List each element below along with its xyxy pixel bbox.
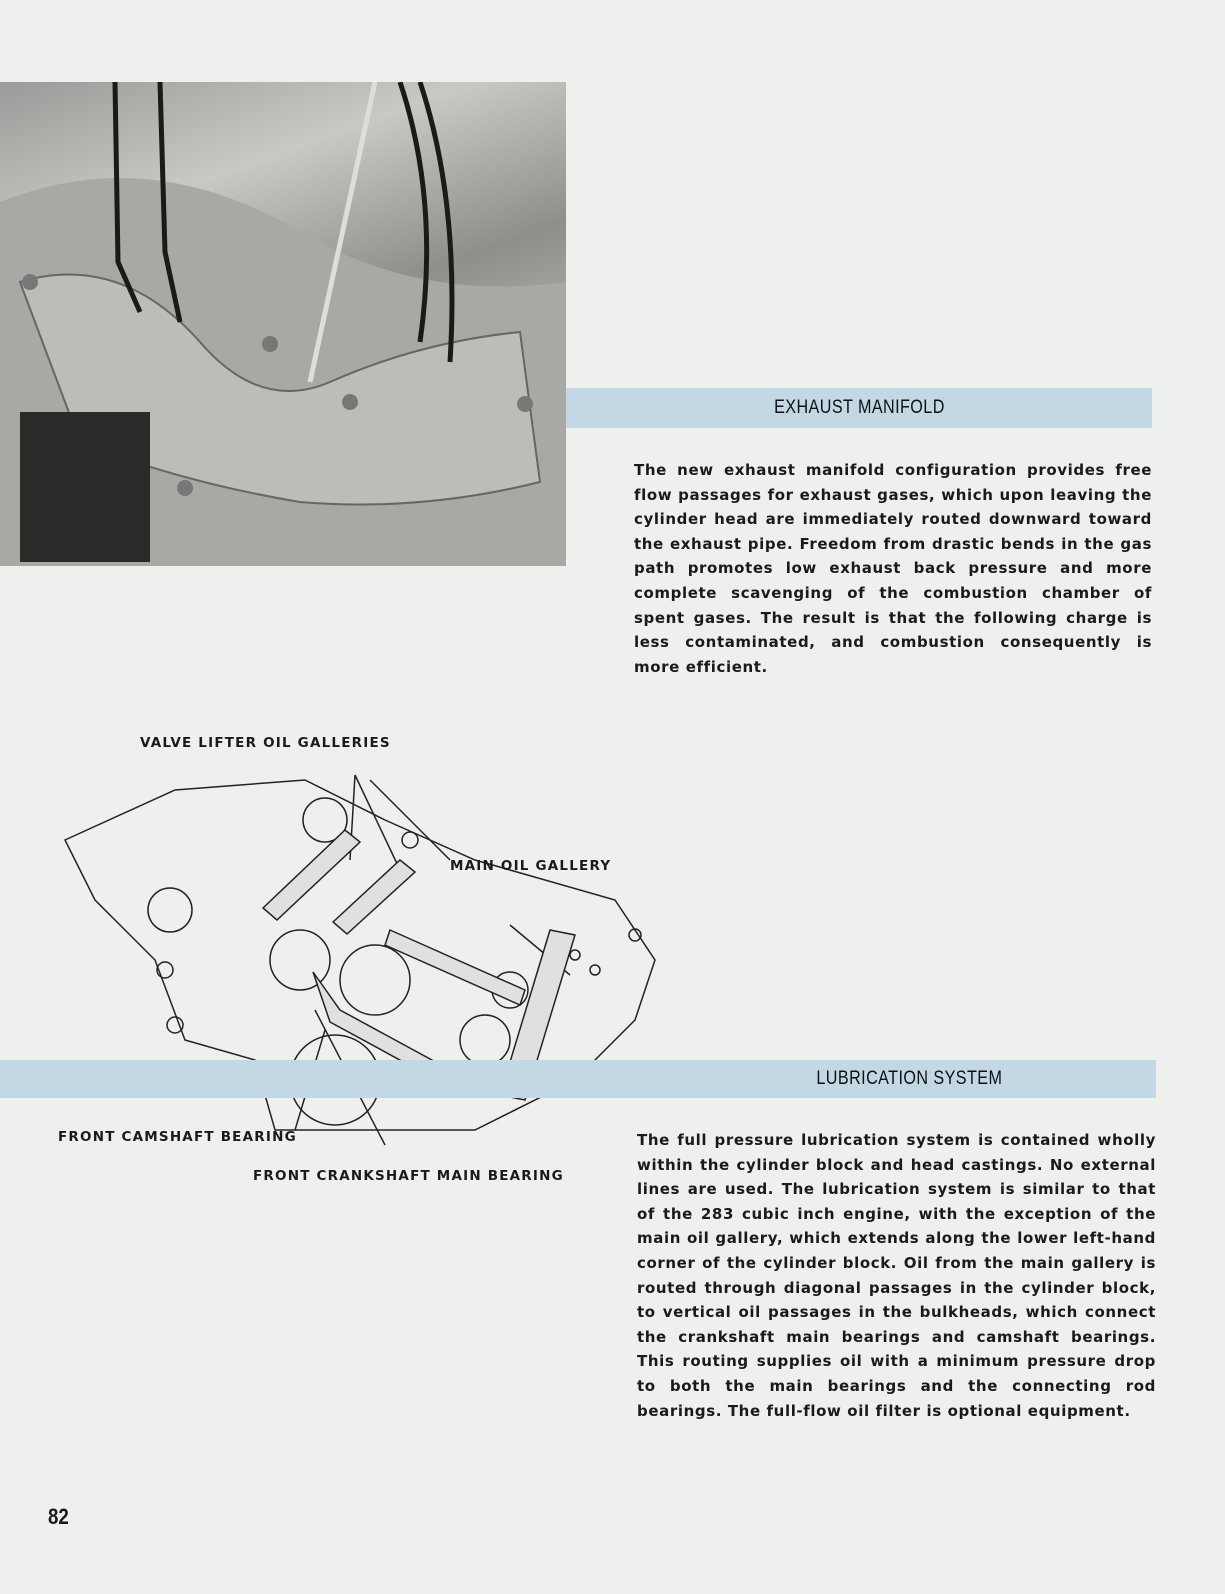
section-heading: EXHAUST MANIFOLD bbox=[773, 397, 945, 418]
front-camshaft-bearing-label: FRONT CAMSHAFT BEARING bbox=[58, 1129, 297, 1145]
lubrication-diagram bbox=[55, 760, 675, 1160]
exhaust-manifold-header bbox=[566, 388, 1152, 428]
exhaust-manifold-body: The new exhaust manifold configuration provides free flow passages for exhaust gases, which upon leaving the cylinder head are immediately routed downward toward the exhaust pipe. Freedom from drastic bends in the gas path promotes low exhaust back pressure and more complete scavenging of the combustion chamber of spent gases. The result is that the following charge is less contaminated, and combustion consequently is more efficient. bbox=[634, 461, 1152, 676]
main-oil-gallery-label: MAIN OIL GALLERY bbox=[450, 858, 612, 874]
lubrication-system-header bbox=[0, 1060, 1156, 1098]
lubrication-system-body: The full pressure lubrication system is contained wholly within the cylinder block and head castings. No external lines are used. The lubrication system is similar to that of the 283 cubic inch engine, with the exception of the main oil gallery, which extends along the lower left-hand corner of the cylinder block. Oil from the main gallery is routed through diagonal passages in the cylinder block, to vertical oil passages in the bulkheads, which connect the crankshaft main bearings and camshaft bearings. This routing supplies oil with a minimum pressure drop to both the main bearings and the connecting rod bearings. The full-flow oil filter is optional equipment. bbox=[637, 1131, 1156, 1420]
section-heading: LUBRICATION SYSTEM bbox=[816, 1068, 1003, 1089]
page-number: 82 bbox=[48, 1504, 69, 1529]
valve-lifter-oil-galleries-label: VALVE LIFTER OIL GALLERIES bbox=[140, 735, 391, 751]
front-crankshaft-main-bearing-label: FRONT CRANKSHAFT MAIN BEARING bbox=[253, 1168, 564, 1184]
exhaust-manifold-photo bbox=[0, 82, 566, 566]
engine-photo-illustration bbox=[0, 82, 566, 566]
